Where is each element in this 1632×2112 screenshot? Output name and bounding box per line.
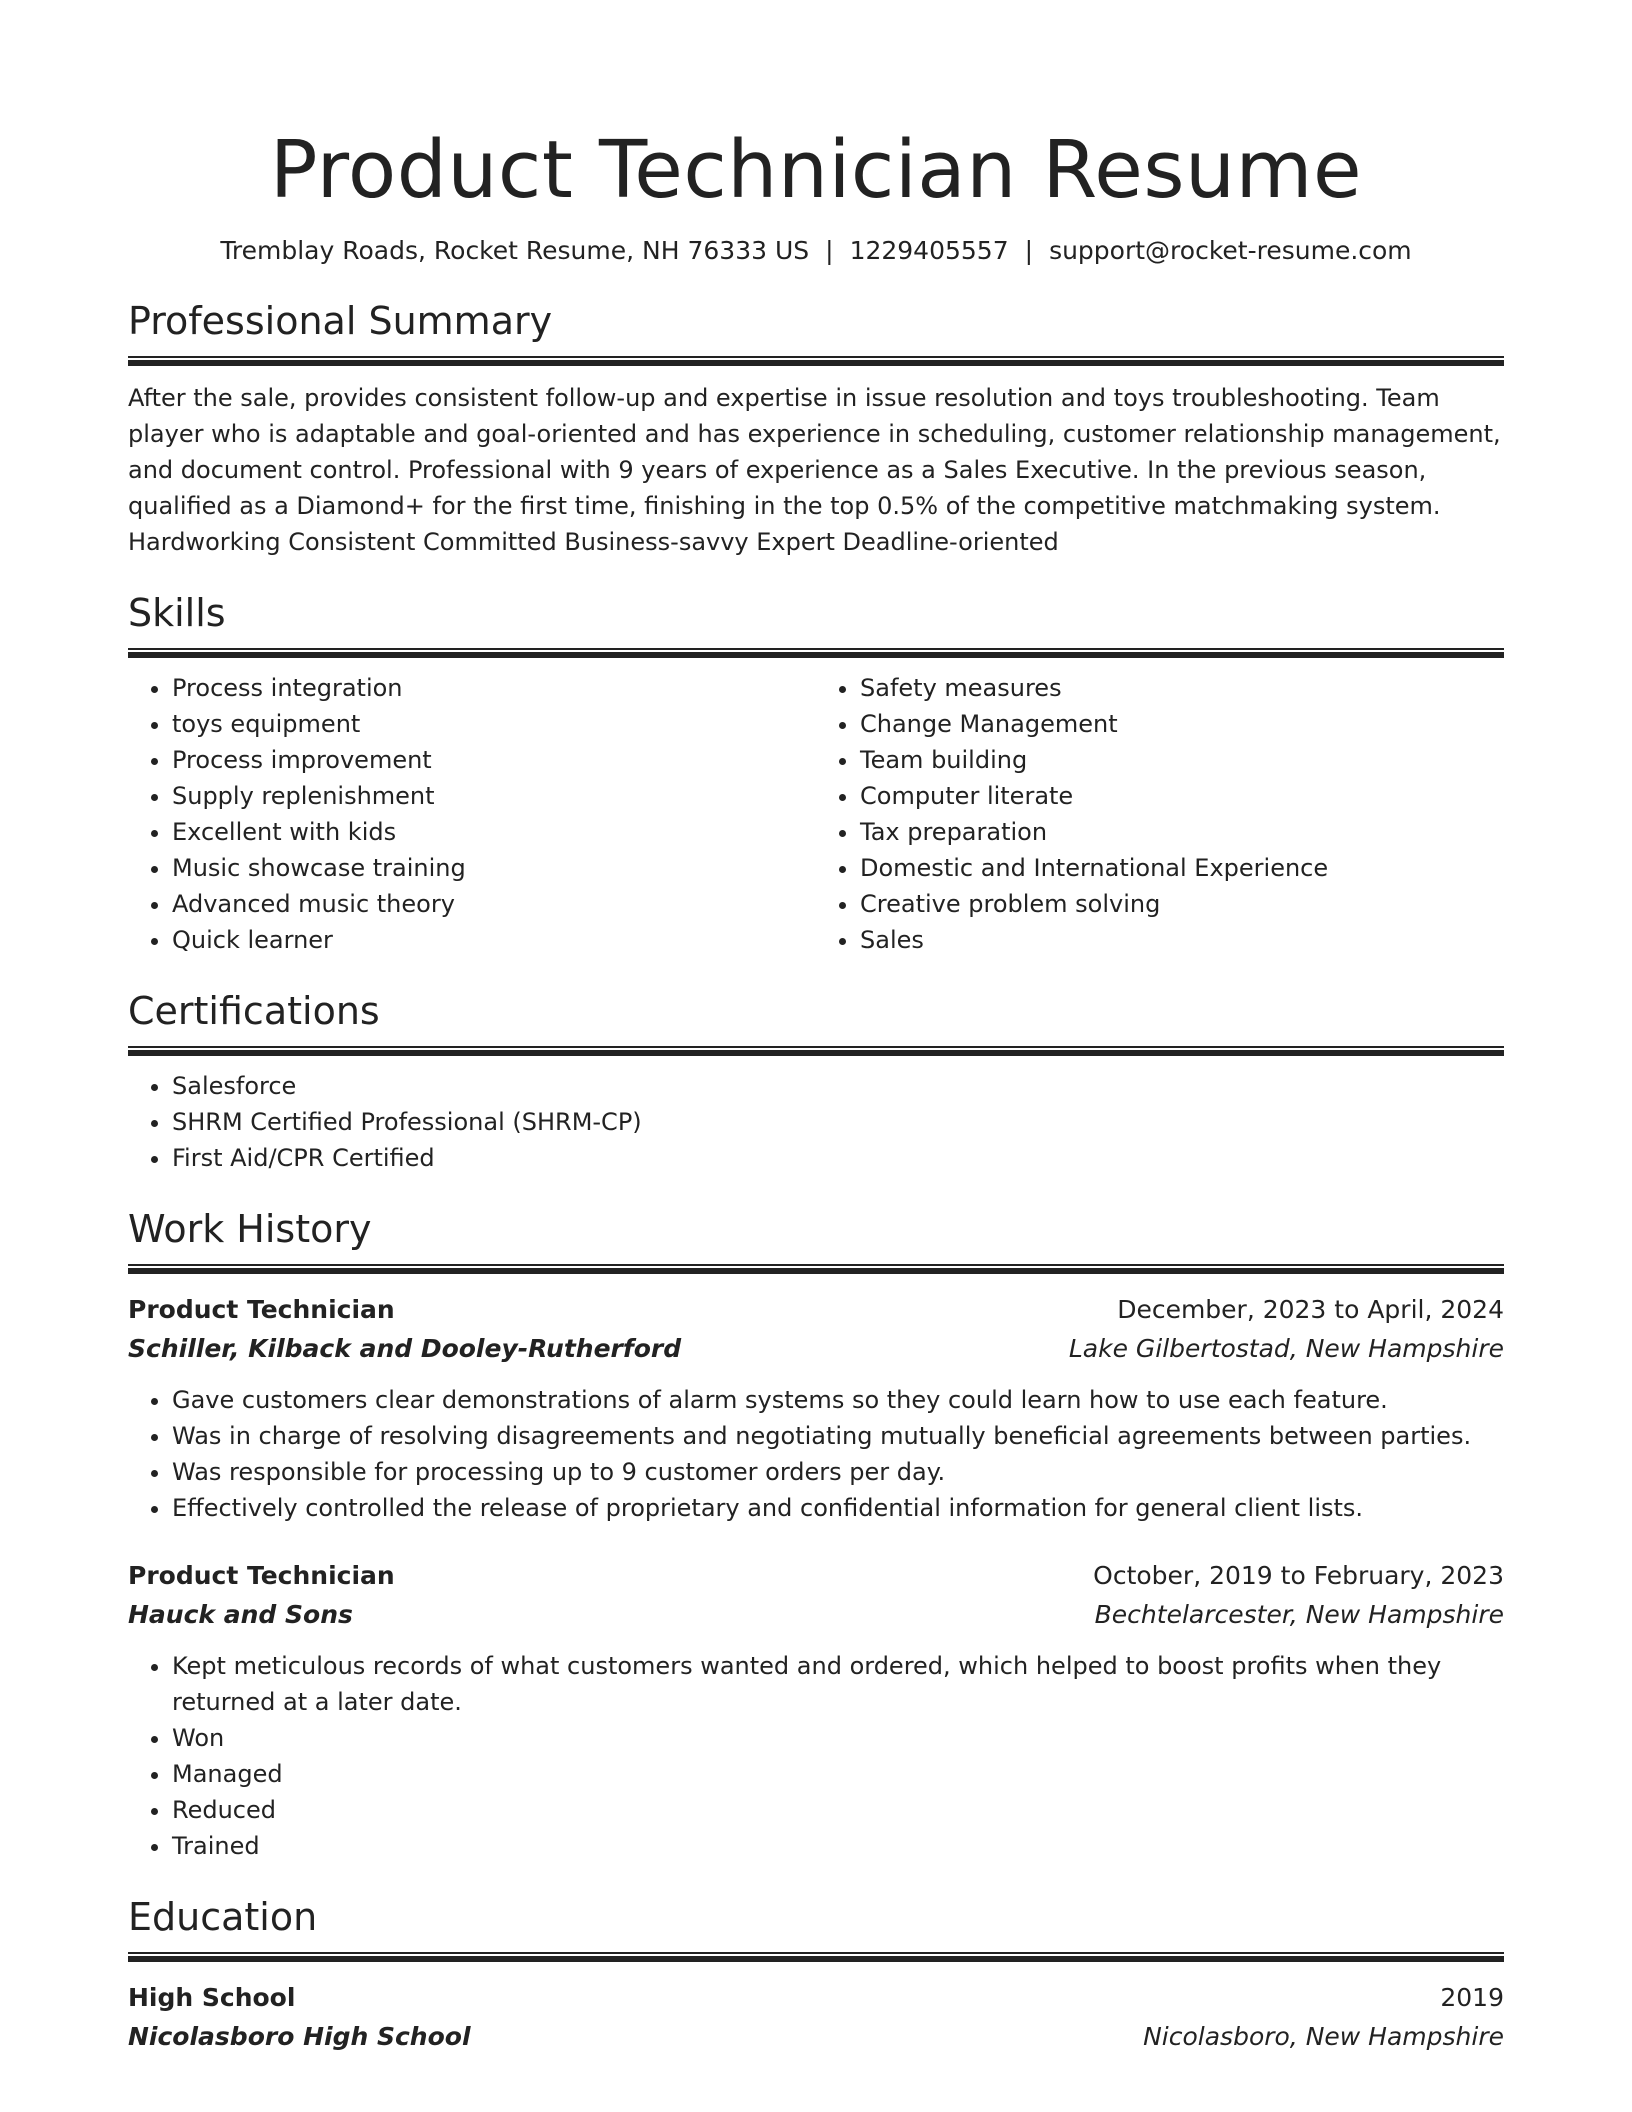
- resume-title: Product Technician Resume: [269, 124, 1363, 216]
- skill-item: • Team building: [860, 742, 1504, 778]
- certifications-heading: Certifications: [128, 989, 380, 1033]
- job-location: Lake Gilbertostad, New Hampshire: [1068, 1334, 1504, 1363]
- job-duty: • Trained: [172, 1828, 1504, 1864]
- job-title: Product Technician: [128, 1295, 395, 1324]
- job-company: Hauck and Sons: [128, 1600, 353, 1629]
- skill-item: • Supply replenishment: [172, 778, 816, 814]
- education-heading: Education: [128, 1895, 318, 1939]
- education-year: 2019: [1440, 1983, 1504, 2012]
- job-duties-list: [128, 1382, 1504, 1526]
- section-divider: [128, 356, 1504, 366]
- education-entry: [128, 1978, 1504, 2056]
- job-company: Schiller, Kilback and Dooley-Rutherford: [128, 1334, 682, 1363]
- education-school: Nicolasboro High School: [128, 2022, 471, 2051]
- education-section: [128, 1894, 1504, 2056]
- job-dates: December, 2023 to April, 2024: [1117, 1295, 1504, 1324]
- education-location: Nicolasboro, New Hampshire: [1143, 2022, 1504, 2051]
- contact-line: [128, 234, 1504, 268]
- skill-item: • Domestic and International Experience: [860, 850, 1504, 886]
- skills-list-right: [816, 670, 1504, 958]
- contact-address: Tremblay Roads, Rocket Resume, NH 76333 US: [220, 236, 810, 265]
- skill-item: • Tax preparation: [860, 814, 1504, 850]
- skill-item: • Music showcase training: [172, 850, 816, 886]
- skill-item: • Creative problem solving: [860, 886, 1504, 922]
- contact-separator: |: [825, 236, 834, 265]
- certification-item: • Salesforce: [172, 1068, 1504, 1104]
- skills-grid: [128, 670, 1504, 958]
- job-dates: October, 2019 to February, 2023: [1093, 1561, 1504, 1590]
- job-duty: • Reduced: [172, 1792, 1504, 1828]
- job-company-row: [128, 1329, 1504, 1368]
- certification-item: • SHRM Certified Professional (SHRM-CP): [172, 1104, 1504, 1140]
- job-duty: • Effectively controlled the release of proprietary and confidential information for general client lists.: [172, 1490, 1504, 1526]
- skill-item: • Safety measures: [860, 670, 1504, 706]
- skill-item: • Advanced music theory: [172, 886, 816, 922]
- skills-section: [128, 590, 1504, 958]
- contact-email: support@rocket-resume.com: [1049, 236, 1412, 265]
- summary-section: [128, 298, 1504, 560]
- job-duties-list: [128, 1648, 1504, 1864]
- job-entry: [128, 1556, 1504, 1864]
- skill-item: • Process improvement: [172, 742, 816, 778]
- contact-separator: |: [1024, 236, 1034, 265]
- skill-item: • toys equipment: [172, 706, 816, 742]
- skill-item: • Process integration: [172, 670, 816, 706]
- summary-heading: Professional Summary: [128, 299, 553, 343]
- job-header-row: [128, 1290, 1504, 1329]
- job-duty: • Gave customers clear demonstrations of alarm systems so they could learn how to use each feature.: [172, 1382, 1504, 1418]
- job-duty: • Was in charge of resolving disagreements and negotiating mutually beneficial agreements between parties.: [172, 1418, 1504, 1454]
- summary-text: After the sale, provides consistent follow-up and expertise in issue resolution and toys troubleshooting. Team player who is adaptable and goal-oriented and has experience in scheduling, customer relationship management, and document control. Professional with 9 years of experience as a Sales Executive. In the previous season, qualified as a Diamond+ for the first time, finishing in the top 0.5% of the competitive matchmaking system. Hardworking Consistent Committed Business-savvy Expert Deadline-oriented: [128, 384, 1501, 556]
- education-header-row: [128, 1978, 1504, 2017]
- job-header-row: [128, 1556, 1504, 1595]
- job-duty: • Was responsible for processing up to 9 customer orders per day.: [172, 1454, 1504, 1490]
- certifications-list: [128, 1068, 1504, 1176]
- skills-heading: Skills: [128, 591, 226, 635]
- skill-item: • Quick learner: [172, 922, 816, 958]
- job-location: Bechtelarcester, New Hampshire: [1094, 1600, 1504, 1629]
- job-duty: • Won: [172, 1720, 1504, 1756]
- education-school-row: [128, 2017, 1504, 2056]
- job-duty: • Kept meticulous records of what customers wanted and ordered, which helped to boost profits when they returned at a later date.: [172, 1648, 1504, 1720]
- skill-item: • Computer literate: [860, 778, 1504, 814]
- section-divider: [128, 1952, 1504, 1962]
- job-duty: • Managed: [172, 1756, 1504, 1792]
- skills-list-left: [128, 670, 816, 958]
- certifications-section: [128, 988, 1504, 1176]
- education-degree: High School: [128, 1983, 296, 2012]
- work-history-section: [128, 1206, 1504, 1864]
- contact-phone: 1229405557: [849, 236, 1009, 265]
- job-title: Product Technician: [128, 1561, 395, 1590]
- section-divider: [128, 648, 1504, 658]
- job-company-row: [128, 1595, 1504, 1634]
- skill-item: • Change Management: [860, 706, 1504, 742]
- certification-item: • First Aid/CPR Certified: [172, 1140, 1504, 1176]
- skill-item: • Excellent with kids: [172, 814, 816, 850]
- section-divider: [128, 1046, 1504, 1056]
- job-entry: [128, 1290, 1504, 1526]
- skill-item: • Sales: [860, 922, 1504, 958]
- section-divider: [128, 1264, 1504, 1274]
- work-history-heading: Work History: [128, 1207, 372, 1251]
